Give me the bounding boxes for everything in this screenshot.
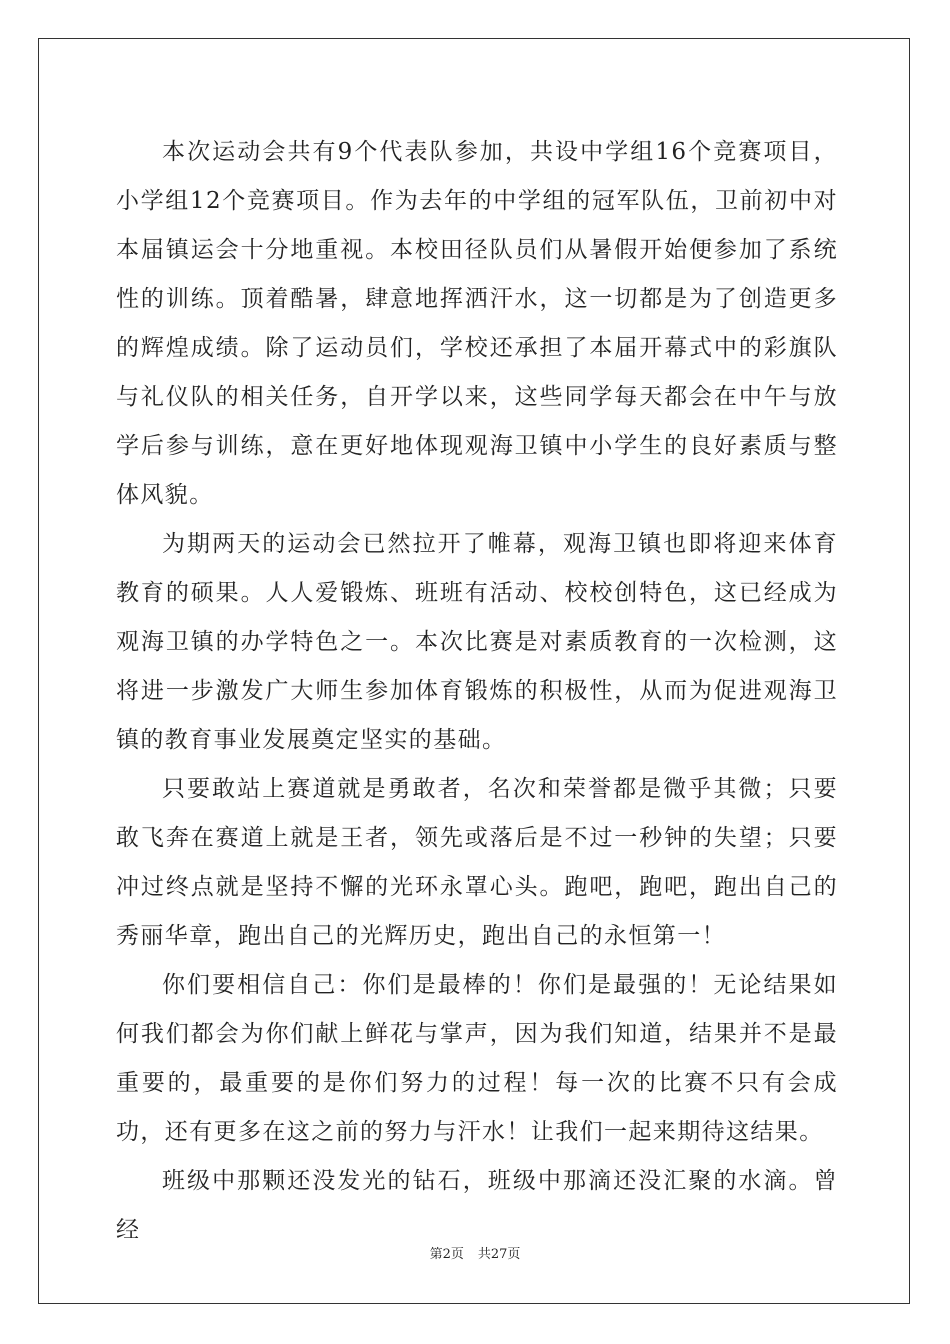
- paragraph-4: 你们要相信自己：你们是最棒的！你们是最强的！无论结果如何我们都会为你们献上鲜花与掌声，因为我们知道，结果并不是最重要的，最重要的是你们努力的过程！每一次的比赛不只有会成功，还有更多在这之前的努力与汗水！让我们一起来期待这结果。: [116, 972, 838, 1145]
- document-body: [116, 128, 838, 1255]
- page-footer: [0, 1243, 950, 1262]
- page-total: 共27页: [477, 1247, 521, 1262]
- paragraph-5: 班级中那颗还没发光的钻石，班级中那滴还没汇聚的水滴。曾经: [116, 1168, 838, 1243]
- page-number: 第2页: [429, 1247, 464, 1262]
- paragraph-2: 为期两天的运动会已然拉开了帷幕，观海卫镇也即将迎来体育教育的硕果。人人爱锻炼、班班有活动、校校创特色，这已经成为观海卫镇的办学特色之一。本次比赛是对素质教育的一次检测，这将进一步激发广大师生参加体育锻炼的积极性，从而为促进观海卫镇的教育事业发展奠定坚实的基础。: [116, 531, 838, 753]
- paragraph-3: 只要敢站上赛道就是勇敢者，名次和荣誉都是微乎其微；只要敢飞奔在赛道上就是王者，领先或落后是不过一秒钟的失望；只要冲过终点就是坚持不懈的光环永罩心头。跑吧，跑吧，跑出自己的秀丽华章，跑出自己的光辉历史，跑出自己的永恒第一！: [116, 776, 838, 949]
- paragraph-1: 本次运动会共有9个代表队参加，共设中学组16个竞赛项目，小学组12个竞赛项目。作为去年的中学组的冠军队伍，卫前初中对本届镇运会十分地重视。本校田径队员们从暑假开始便参加了系统性的训练。顶着酷暑，肆意地挥洒汗水，这一切都是为了创造更多的辉煌成绩。除了运动员们，学校还承担了本届开幕式中的彩旗队与礼仪队的相关任务，自开学以来，这些同学每天都会在中午与放学后参与训练，意在更好地体现观海卫镇中小学生的良好素质与整体风貌。: [116, 139, 838, 508]
